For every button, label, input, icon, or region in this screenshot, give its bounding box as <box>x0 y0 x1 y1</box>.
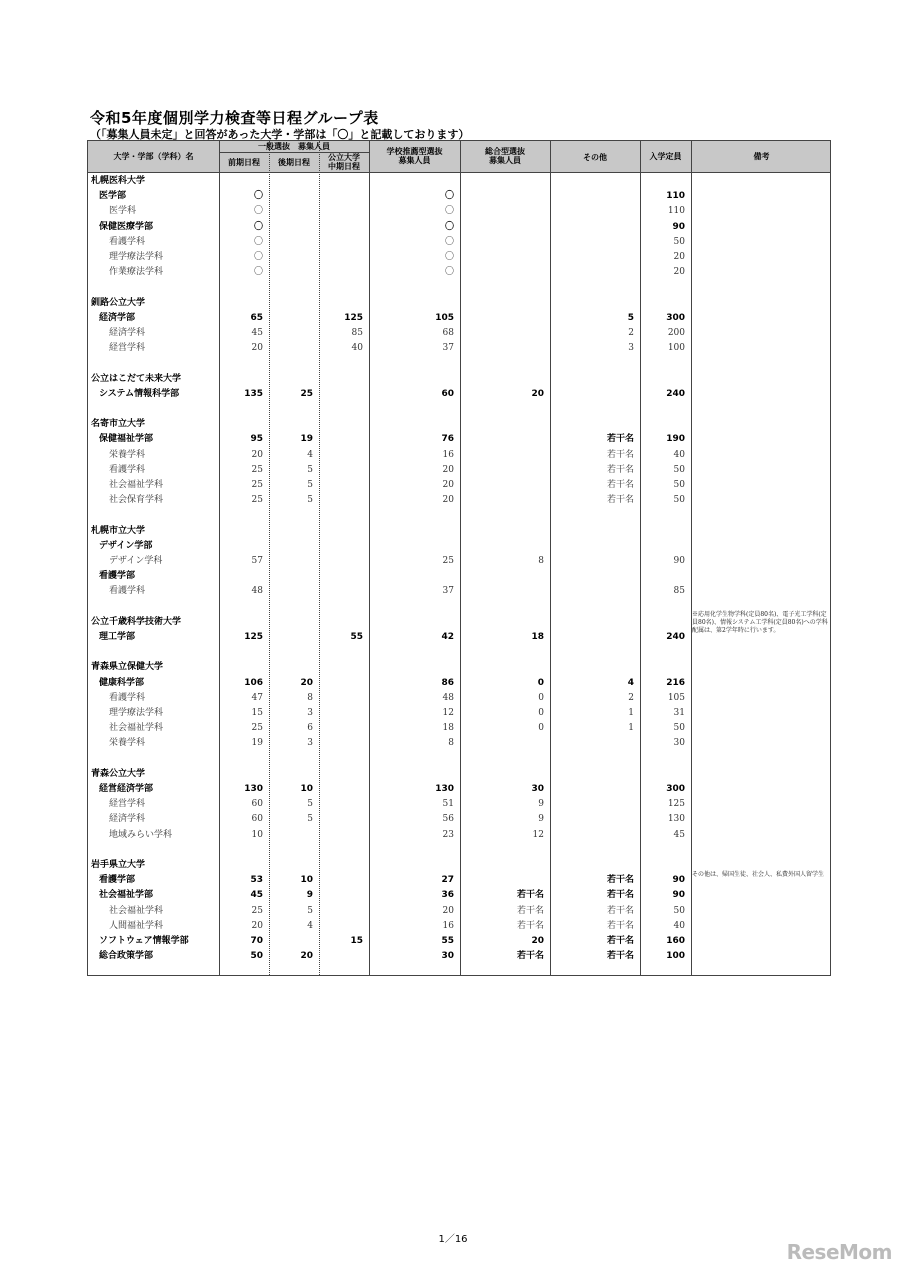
cell-early: 20 <box>251 449 263 460</box>
cell-capacity: 50 <box>673 480 685 490</box>
cell-early: 〇 <box>253 206 263 217</box>
cell-mid: 40 <box>351 343 363 354</box>
department-row <box>88 265 830 280</box>
department-row <box>88 554 830 569</box>
cell-school: 105 <box>435 312 454 323</box>
faculty-row <box>88 888 830 903</box>
cell-capacity: 50 <box>673 464 685 475</box>
row-name: 札幌医科大学 <box>91 176 146 186</box>
department-row <box>88 904 830 919</box>
cell-early: 25 <box>251 480 263 490</box>
row-name: 理工学部 <box>99 632 136 642</box>
university-row <box>88 174 830 189</box>
faculty-row <box>88 387 830 402</box>
university-row <box>88 417 830 432</box>
cell-school: 23 <box>442 829 454 840</box>
page-subtitle: （「募集人員未定」と回答があった大学・学部は「〇」と記載しております） <box>90 128 470 141</box>
cell-school: 51 <box>442 799 454 810</box>
university-row <box>88 660 830 675</box>
department-row <box>88 448 830 463</box>
faculty-row <box>88 676 830 691</box>
row-name: 保健福祉学部 <box>99 434 154 445</box>
faculty-row <box>88 782 830 797</box>
cell-capacity: 40 <box>673 449 685 460</box>
cell-capacity: 50 <box>673 236 685 247</box>
header-remarks: 備考 <box>753 152 770 161</box>
cell-comp: 12 <box>532 829 544 840</box>
cell-early: 95 <box>250 434 263 445</box>
faculty-row <box>88 189 830 204</box>
cell-school: 130 <box>435 784 454 794</box>
cell-early: 20 <box>251 920 263 931</box>
faculty-row <box>88 569 830 584</box>
department-row <box>88 341 830 356</box>
spacer-row <box>88 645 830 660</box>
cell-early: 125 <box>244 632 263 642</box>
cell-school: 8 <box>448 738 454 749</box>
cell-comp: 18 <box>531 632 544 642</box>
cell-other: 若干名 <box>606 464 634 475</box>
row-name: 公立千歳科学技術大学 <box>91 616 182 627</box>
cell-late: 3 <box>307 708 313 718</box>
cell-school: 〇 <box>444 267 454 278</box>
resemom-logo: ReseMom <box>786 1240 892 1264</box>
cell-late: 10 <box>300 875 313 886</box>
row-name: 医学科 <box>109 206 137 217</box>
faculty-row <box>88 432 830 447</box>
row-name: デザイン学部 <box>99 540 153 551</box>
header-other: その他 <box>583 153 607 162</box>
cell-school: 20 <box>442 495 454 506</box>
university-row <box>88 767 830 782</box>
cell-early: 45 <box>251 328 263 338</box>
header-late: 後期日程 <box>278 158 310 167</box>
row-name: 札幌市立大学 <box>91 525 146 536</box>
faculty-row <box>88 934 830 949</box>
department-row <box>88 250 830 265</box>
cell-comp: 若干名 <box>516 920 544 931</box>
cell-late: 3 <box>307 738 313 749</box>
row-name: ソフトウェア情報学部 <box>99 936 189 946</box>
cell-capacity: 31 <box>673 708 685 718</box>
cell-capacity: 240 <box>666 632 685 642</box>
department-row <box>88 919 830 934</box>
department-row <box>88 584 830 599</box>
cell-early: 45 <box>250 890 263 901</box>
remarks-note: その他は、帰国生徒、社会人、私費外国人留学生 <box>692 871 825 879</box>
department-row <box>88 736 830 751</box>
cell-school: 18 <box>442 723 454 734</box>
row-name: 経営学科 <box>109 799 146 810</box>
cell-school: 86 <box>441 677 454 688</box>
row-name: 名寄市立大学 <box>91 419 146 430</box>
cell-other: 若干名 <box>606 434 634 445</box>
spacer-row <box>88 402 830 417</box>
header-capacity: 入学定員 <box>649 152 682 161</box>
cell-other: 若干名 <box>606 890 634 901</box>
cell-early: 25 <box>251 905 263 916</box>
department-row <box>88 691 830 706</box>
spacer-row <box>88 280 830 295</box>
row-name: 看護学部 <box>99 875 136 886</box>
row-name: デザイン学科 <box>109 556 163 566</box>
cell-early: 53 <box>250 875 263 886</box>
cell-capacity: 300 <box>666 312 685 323</box>
cell-other: 1 <box>628 708 634 718</box>
cell-early: 47 <box>251 692 263 703</box>
row-name: 総合政策学部 <box>99 951 154 962</box>
cell-other: 若干名 <box>606 875 634 886</box>
department-row <box>88 706 830 721</box>
row-name: 社会福祉学科 <box>109 905 164 916</box>
cell-capacity: 130 <box>667 814 685 825</box>
faculty-row <box>88 949 830 964</box>
cell-capacity: 45 <box>673 829 685 840</box>
cell-other: 2 <box>628 692 634 703</box>
cell-mid: 55 <box>350 632 363 642</box>
row-name: 青森公立大学 <box>91 768 146 779</box>
cell-late: 9 <box>306 890 313 901</box>
row-name: システム情報科学部 <box>99 388 180 399</box>
cell-capacity: 90 <box>672 875 685 886</box>
row-name: 理学療法学科 <box>109 708 164 718</box>
department-row <box>88 204 830 219</box>
cell-school: 68 <box>442 328 454 338</box>
cell-late: 4 <box>307 920 313 931</box>
department-row <box>88 326 830 341</box>
cell-early: 20 <box>251 343 263 354</box>
row-name: 医学部 <box>99 191 127 202</box>
row-name: 社会保育学科 <box>109 495 164 506</box>
row-name: 看護学科 <box>109 464 146 475</box>
row-name: 社会福祉学科 <box>109 723 164 734</box>
page-title: 令和5年度個別学力検査等日程グループ表 <box>90 109 379 127</box>
cell-school: 76 <box>441 434 454 445</box>
cell-early: 135 <box>244 388 263 399</box>
cell-late: 8 <box>307 692 313 703</box>
cell-other: 3 <box>628 343 634 354</box>
department-row <box>88 828 830 843</box>
cell-early: 57 <box>251 556 263 566</box>
cell-capacity: 125 <box>667 799 685 810</box>
cell-comp: 9 <box>538 799 544 810</box>
cell-capacity: 50 <box>673 905 685 916</box>
cell-other: 若干名 <box>606 905 634 916</box>
cell-school: 37 <box>442 343 454 354</box>
row-name: 青森県立保健大学 <box>91 662 164 673</box>
cell-early: 60 <box>251 799 263 810</box>
row-name: 作業療法学科 <box>109 267 164 278</box>
header-school: 学校推薦型選抜 募集人員 <box>386 147 443 165</box>
cell-capacity: 40 <box>673 920 685 931</box>
row-name: 看護学科 <box>109 586 146 597</box>
row-name: 社会福祉学科 <box>109 480 164 490</box>
row-name: 健康科学部 <box>99 677 145 688</box>
header-early: 前期日程 <box>228 158 260 167</box>
department-row <box>88 478 830 493</box>
cell-late: 20 <box>300 951 313 962</box>
cell-mid: 125 <box>344 312 363 323</box>
cell-late: 5 <box>307 480 313 490</box>
header-general: 一般選抜 募集人員 <box>258 142 330 151</box>
cell-school: 25 <box>442 556 454 566</box>
cell-school: 20 <box>442 464 454 475</box>
row-name: 経済学科 <box>109 814 146 825</box>
header-mid: 公立大学 中期日程 <box>328 153 360 171</box>
cell-capacity: 30 <box>673 738 685 749</box>
row-name: 経営学科 <box>109 343 146 354</box>
cell-school: 56 <box>442 814 454 825</box>
header-name: 大学・学部（学科）名 <box>113 152 194 161</box>
row-name: 理学療法学科 <box>109 252 164 262</box>
row-name: 経済学科 <box>109 328 146 338</box>
cell-capacity: 216 <box>666 677 685 688</box>
row-name: 経済学部 <box>99 312 136 323</box>
cell-comp: 20 <box>531 388 544 399</box>
cell-capacity: 200 <box>667 328 685 338</box>
department-row <box>88 235 830 250</box>
cell-late: 5 <box>307 495 313 506</box>
cell-school: 16 <box>442 920 454 931</box>
cell-early: 50 <box>250 951 263 962</box>
cell-school: 37 <box>442 586 454 597</box>
cell-school: 〇 <box>444 221 454 232</box>
cell-early: 25 <box>251 464 263 475</box>
cell-school: 30 <box>441 951 454 962</box>
cell-school: 48 <box>442 692 454 703</box>
cell-early: 65 <box>250 312 263 323</box>
cell-school: 27 <box>441 875 454 886</box>
cell-early: 〇 <box>253 267 263 278</box>
row-name: 栄養学科 <box>109 738 146 749</box>
cell-comp: 若干名 <box>516 951 544 962</box>
cell-late: 5 <box>307 799 313 810</box>
remarks-note: ※応用化学生物学科(定員80名)、電子光工学科(定員80名)、情報システム工学科(定員80名)への学科配属は、第2学年時に行います。 <box>692 611 828 634</box>
cell-early: 60 <box>251 814 263 825</box>
cell-school: 12 <box>442 708 454 718</box>
cell-school: 〇 <box>444 191 454 202</box>
cell-capacity: 160 <box>666 936 685 946</box>
header-comprehensive: 総合型選抜 募集人員 <box>485 147 525 165</box>
cell-school: 20 <box>442 905 454 916</box>
cell-early: 〇 <box>253 191 263 202</box>
cell-late: 6 <box>307 723 313 734</box>
cell-early: 70 <box>250 936 263 946</box>
page-number: 1／16 <box>438 1234 468 1245</box>
row-name: 地域みらい学科 <box>109 829 173 840</box>
cell-capacity: 50 <box>673 723 685 734</box>
cell-early: 25 <box>251 495 263 506</box>
row-name: 社会福祉学部 <box>99 890 154 901</box>
cell-late: 19 <box>300 434 313 445</box>
cell-comp: 0 <box>538 692 544 703</box>
cell-other: 若干名 <box>606 936 634 946</box>
cell-capacity: 20 <box>673 252 685 262</box>
cell-other: 若干名 <box>606 449 634 460</box>
cell-school: 〇 <box>444 206 454 217</box>
row-name: 保健医療学部 <box>99 221 154 232</box>
cell-late: 20 <box>300 677 313 688</box>
cell-early: 〇 <box>253 221 263 232</box>
row-name: 公立はこだて未来大学 <box>91 373 182 384</box>
cell-school: 〇 <box>444 252 454 262</box>
cell-late: 5 <box>307 905 313 916</box>
cell-comp: 20 <box>531 936 544 946</box>
cell-capacity: 85 <box>673 586 685 597</box>
cell-school: 42 <box>441 632 454 642</box>
cell-early: 48 <box>251 586 263 597</box>
cell-early: 〇 <box>253 236 263 247</box>
row-name: 経営経済学部 <box>99 784 154 794</box>
cell-comp: 0 <box>538 723 544 734</box>
cell-late: 5 <box>307 814 313 825</box>
cell-school: 16 <box>442 449 454 460</box>
cell-capacity: 20 <box>673 267 685 278</box>
cell-other: 若干名 <box>606 495 634 506</box>
row-name: 看護学部 <box>99 571 136 582</box>
row-name: 人間福祉学科 <box>109 920 164 931</box>
faculty-row <box>88 220 830 235</box>
cell-late: 4 <box>307 449 313 460</box>
cell-late: 10 <box>300 784 313 794</box>
cell-other: 4 <box>627 677 634 688</box>
cell-capacity: 100 <box>667 343 685 354</box>
row-name: 看護学科 <box>109 236 146 247</box>
cell-other: 1 <box>628 723 634 734</box>
cell-early: 15 <box>251 708 263 718</box>
faculty-row <box>88 311 830 326</box>
cell-capacity: 90 <box>672 890 685 901</box>
cell-comp: 若干名 <box>516 905 544 916</box>
cell-other: 若干名 <box>606 951 634 962</box>
spacer-row <box>88 843 830 858</box>
row-name: 看護学科 <box>109 692 146 703</box>
cell-late: 5 <box>307 464 313 475</box>
department-row <box>88 721 830 736</box>
cell-comp: 30 <box>531 784 544 794</box>
cell-capacity: 100 <box>666 951 685 962</box>
cell-other: 若干名 <box>606 480 634 490</box>
cell-comp: 0 <box>537 677 544 688</box>
cell-mid: 85 <box>351 328 363 338</box>
cell-early: 106 <box>244 677 263 688</box>
cell-comp: 0 <box>538 708 544 718</box>
cell-other: 5 <box>627 312 634 323</box>
cell-other: 2 <box>628 328 634 338</box>
cell-capacity: 300 <box>666 784 685 794</box>
cell-capacity: 110 <box>666 191 685 202</box>
spacer-row <box>88 356 830 371</box>
cell-school: 20 <box>442 480 454 490</box>
faculty-row <box>88 539 830 554</box>
cell-capacity: 240 <box>666 388 685 399</box>
spacer-row <box>88 752 830 767</box>
cell-comp: 8 <box>538 556 544 566</box>
row-name: 釧路公立大学 <box>91 297 146 308</box>
cell-capacity: 190 <box>666 434 685 445</box>
university-row <box>88 296 830 311</box>
university-row <box>88 372 830 387</box>
cell-capacity: 90 <box>672 221 685 232</box>
cell-capacity: 110 <box>667 206 685 217</box>
department-row <box>88 493 830 508</box>
schedule-table <box>87 140 831 976</box>
cell-school: 55 <box>441 936 454 946</box>
cell-other: 若干名 <box>606 920 634 931</box>
cell-capacity: 50 <box>673 495 685 506</box>
row-name: 岩手県立大学 <box>91 860 146 870</box>
cell-comp: 9 <box>538 814 544 825</box>
department-row <box>88 797 830 812</box>
cell-school: 60 <box>441 388 454 399</box>
row-name: 栄養学科 <box>109 449 146 460</box>
cell-early: 〇 <box>253 252 263 262</box>
cell-school: 36 <box>441 890 454 901</box>
cell-capacity: 90 <box>673 556 685 566</box>
cell-late: 25 <box>300 388 313 399</box>
department-row <box>88 812 830 827</box>
cell-mid: 15 <box>350 936 363 946</box>
cell-early: 25 <box>251 723 263 734</box>
cell-capacity: 105 <box>667 692 685 703</box>
cell-early: 10 <box>251 829 263 840</box>
cell-early: 130 <box>244 784 263 794</box>
cell-comp: 若干名 <box>516 890 544 901</box>
department-row <box>88 463 830 478</box>
cell-early: 19 <box>251 738 263 749</box>
cell-school: 〇 <box>444 236 454 247</box>
university-row <box>88 524 830 539</box>
spacer-row <box>88 508 830 523</box>
